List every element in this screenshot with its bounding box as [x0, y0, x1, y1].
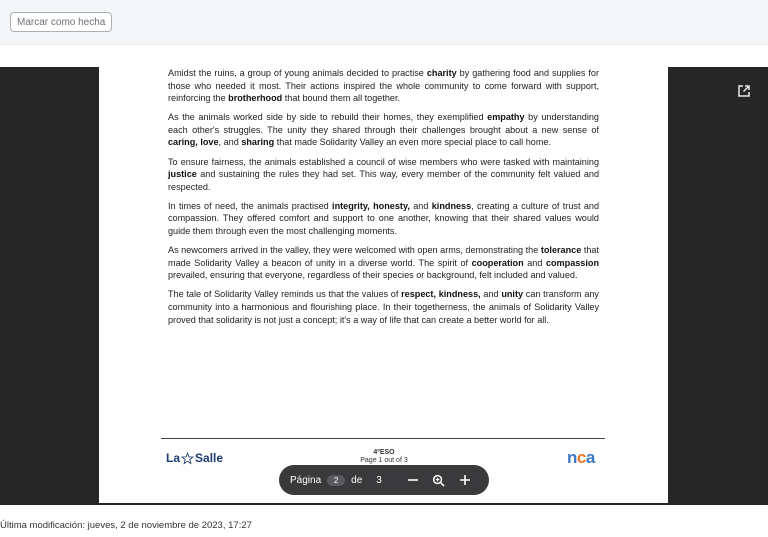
paragraph	[168, 67, 599, 105]
paragraph	[168, 156, 599, 194]
paragraph	[168, 111, 599, 149]
mark-as-done-button[interactable]: Marcar como hecha	[10, 12, 112, 32]
paragraph-text: As the animals worked side by side to rebuild their homes, they exemplified	[168, 112, 488, 123]
paragraph-text: Amidst the ruins, a group of young animals decided to practise	[168, 68, 427, 78]
footer-divider	[161, 438, 605, 439]
value-term: tolerance	[540, 245, 582, 256]
value-term: compassion	[545, 257, 599, 268]
paragraph-text: by gathering food and supplies for those who needed it most. Their actions inspired the whole community to come forward with support, reinforcing the	[168, 68, 599, 104]
value-term: unity	[501, 289, 524, 300]
paragraph-text: and	[480, 289, 502, 300]
zoom-fit-button[interactable]	[430, 471, 448, 489]
page-count-label: Page 1 out of 3	[360, 457, 408, 464]
star-icon	[181, 452, 194, 465]
zoom-in-button[interactable]	[456, 471, 474, 489]
zoom-out-button[interactable]	[404, 471, 422, 489]
footer-course	[349, 449, 419, 465]
page-toolbar	[279, 465, 489, 495]
paragraph-text: and	[523, 257, 546, 268]
paragraph-text: , and	[218, 137, 242, 148]
value-term: sharing	[241, 137, 275, 148]
page-label: Página	[290, 474, 322, 486]
paragraph-text: The tale of Solidarity Valley reminds us that the values of	[168, 289, 402, 300]
paragraph-text: To ensure fairness, the animals established a council of wise members who were tasked with maintaining	[168, 156, 599, 167]
total-pages: 3	[376, 474, 382, 486]
paragraph	[168, 288, 599, 326]
paragraph-text: , creating a culture of trust and compassion. They offered comfort and support to one another, knowing that their shared values would guide them through even the most challenging moments.	[168, 200, 599, 237]
value-term: cooperation	[471, 257, 524, 268]
paragraph	[168, 244, 599, 282]
course-label: 4ºESO	[373, 449, 395, 456]
value-term: respect, kindness,	[401, 289, 481, 300]
activity-header	[0, 0, 768, 45]
value-term: charity	[426, 68, 457, 78]
value-term: integrity, honesty,	[332, 200, 410, 211]
page-number-input[interactable]: 2	[327, 475, 345, 486]
pdf-viewer	[0, 67, 768, 505]
nca-logo: nca	[567, 448, 595, 467]
paragraph-text: As newcomers arrived in the valley, they were welcomed with open arms, demonstrating the	[168, 245, 541, 256]
paragraph-text: that made Solidarity Valley a beacon of unity in a diverse world. The spirit of	[168, 245, 599, 268]
paragraph-text: In times of need, the animals practised	[168, 200, 333, 211]
paragraph-text: by understanding each other's struggles. The unity they shared through their challenges brought about a new sense of	[168, 112, 599, 135]
plus-icon	[459, 474, 471, 486]
paragraph-text: that bound them all together.	[282, 93, 401, 104]
paragraph-text: can transform any community into a harmonious and flourishing place. In their togetherness, the animals of Solidarity Valley proved that solidarity is not just a concept; it's a way of life that can create a better world for all.	[168, 289, 599, 325]
zoom-in-icon	[432, 474, 445, 487]
minus-icon	[407, 474, 419, 486]
value-term: justice	[168, 169, 197, 180]
document-body	[168, 67, 599, 333]
pdf-page	[99, 67, 668, 503]
paragraph-text: prevailed, ensuring that everyone, regardless of their species or background, felt included and valued.	[168, 270, 578, 281]
of-label: de	[351, 474, 363, 486]
external-link-icon[interactable]	[736, 83, 752, 99]
value-term: brotherhood	[228, 93, 283, 104]
paragraph	[168, 200, 599, 238]
value-term: empathy	[487, 112, 525, 123]
paragraph-text: and	[409, 200, 432, 211]
paragraph-text: that made Solidarity Valley an even more special place to call home.	[274, 137, 552, 148]
value-term: caring, love	[168, 137, 219, 148]
paragraph-text: and sustaining the rules they had set. This way, every member of the community felt valued and respected.	[168, 169, 599, 192]
value-term: kindness	[431, 200, 472, 211]
last-modified: Última modificación: jueves, 2 de noviembre de 2023, 17:27	[0, 520, 252, 531]
lasalle-logo: La Salle	[166, 451, 224, 465]
